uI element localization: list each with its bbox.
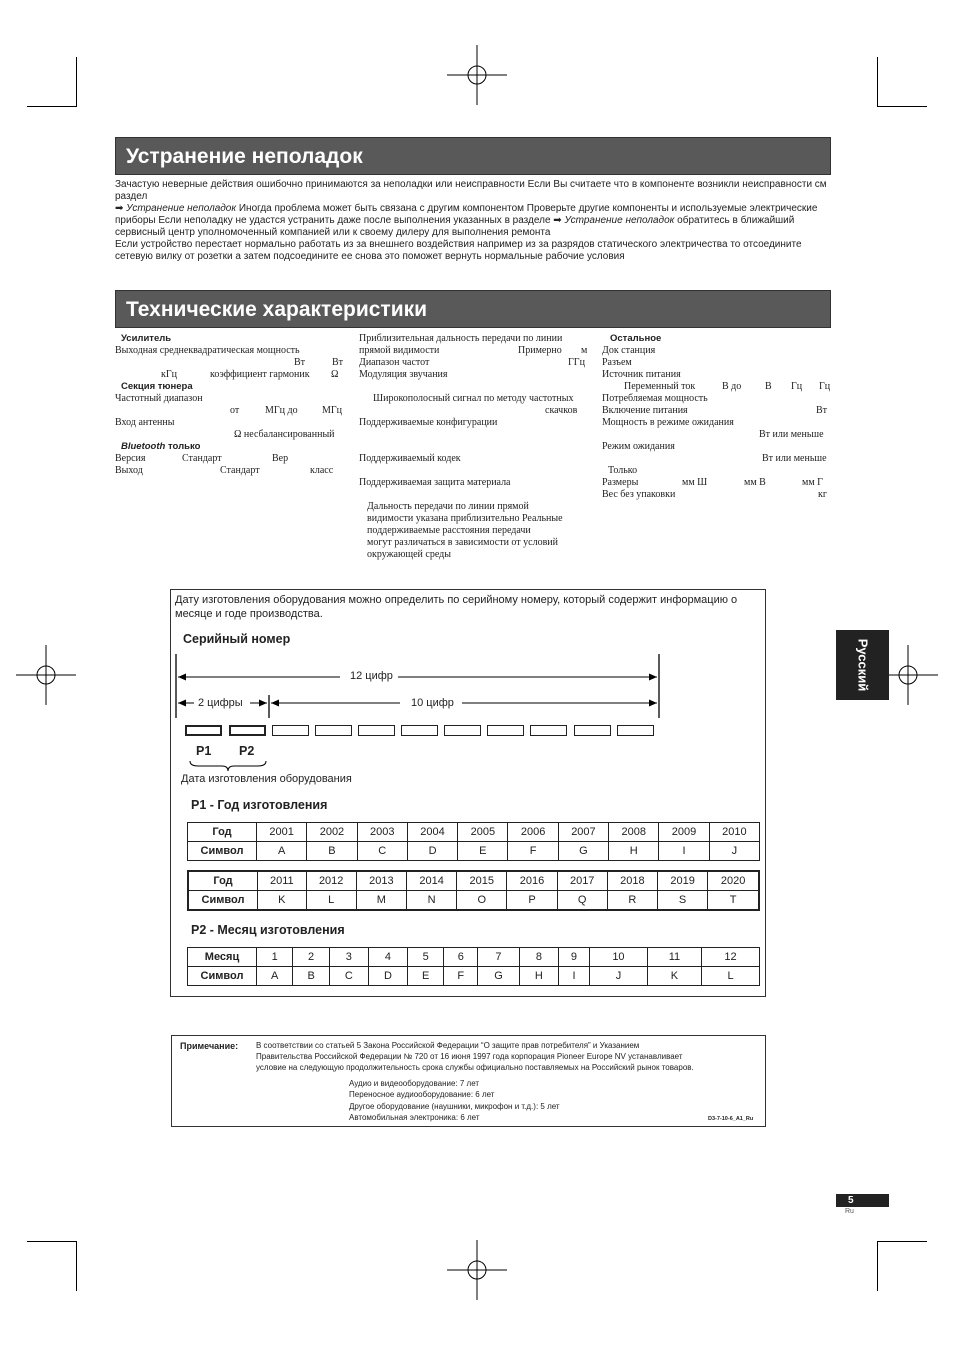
section-title-troubleshooting: Устранение неполадок xyxy=(115,137,831,175)
mfg-date-label: Дата изготовления оборудования xyxy=(181,773,352,785)
spec-unit: мм Ш xyxy=(682,477,708,488)
arrow-left-icon xyxy=(178,700,186,707)
spec-label: Выходная среднеквадратическая мощность xyxy=(115,345,300,356)
link-text: Устранение неполадок xyxy=(564,215,675,226)
digit-diagram xyxy=(170,640,670,730)
table-cell: G xyxy=(558,842,608,861)
digit-cell xyxy=(574,725,611,736)
table-header: Символ xyxy=(188,967,257,986)
table-cell: 3 xyxy=(329,948,368,967)
table-cell: 2012 xyxy=(306,871,356,891)
table-cell: D xyxy=(368,967,407,986)
digit-cell xyxy=(272,725,309,736)
table-cell: L xyxy=(702,967,760,986)
table-row xyxy=(188,891,759,911)
table-cell: 2003 xyxy=(357,823,407,842)
spec-label: Вход антенны xyxy=(115,417,175,428)
year-table-a xyxy=(187,822,760,861)
serial-intro: Дату изготовления оборудования можно определить по серийному номеру, который содержит информацию о месяце и годе производства. xyxy=(175,594,738,620)
spec-unit: ГГц xyxy=(568,357,585,368)
note-label: Примечание: xyxy=(180,1041,239,1051)
table-header: Символ xyxy=(188,842,257,861)
digit-cell xyxy=(530,725,567,736)
table-cell: E xyxy=(458,842,508,861)
crop-mark xyxy=(76,1241,77,1291)
year-table-b xyxy=(187,870,760,911)
spec-value: Примерно xyxy=(518,345,562,356)
spec-column-1 xyxy=(115,333,345,477)
spec-unit: кг xyxy=(818,489,827,500)
amp-header: Усилитель xyxy=(121,333,172,344)
spec-column-2 xyxy=(359,333,589,561)
crop-mark xyxy=(877,1241,927,1242)
table-cell: Q xyxy=(557,891,607,911)
spec-label: Выход xyxy=(115,465,143,476)
bluetooth-only: только xyxy=(167,441,201,452)
note-line: условие на следующую продолжительность срока службы официально поставляемых на Российский рынок товаров. xyxy=(256,1063,694,1072)
note-item: Автомобильная электроника: 6 лет xyxy=(349,1113,480,1122)
note-box xyxy=(171,1035,766,1127)
spec-value: Стандарт xyxy=(220,465,260,476)
table-cell: R xyxy=(607,891,657,911)
table-cell: B xyxy=(307,842,357,861)
note-item: Аудио и видеооборудование: 7 лет xyxy=(349,1079,480,1088)
table-cell: K xyxy=(647,967,701,986)
table-cell: 8 xyxy=(519,948,558,967)
table-cell: T xyxy=(708,891,759,911)
crop-mark xyxy=(877,1241,878,1291)
paragraph xyxy=(115,203,831,239)
spec-note: окружающей среды xyxy=(367,549,451,560)
spec-unit: МГц xyxy=(322,405,343,416)
table-cell: 10 xyxy=(590,948,648,967)
table-cell: 2004 xyxy=(407,823,457,842)
spec-unit: кГц xyxy=(161,369,177,380)
arrow-right-icon xyxy=(649,674,657,681)
table-cell: B xyxy=(293,967,329,986)
table-cell: 2016 xyxy=(507,871,557,891)
table-cell: 2015 xyxy=(457,871,507,891)
table-cell: 7 xyxy=(478,948,520,967)
table-row xyxy=(188,871,759,891)
p1-year-title: P1 - Год изготовления xyxy=(191,798,328,812)
table-header: Месяц xyxy=(188,948,257,967)
digit-cell xyxy=(444,725,481,736)
p1-label: P1 xyxy=(196,744,212,758)
spec-value: Вер xyxy=(272,453,289,464)
crop-mark xyxy=(27,106,77,107)
table-cell: L xyxy=(306,891,356,911)
spec-unit: Ω xyxy=(331,369,339,380)
table-cell: O xyxy=(457,891,507,911)
registration-mark-icon xyxy=(447,45,507,105)
spec-value: Широкополосный сигнал по методу частотных xyxy=(373,393,574,404)
spec-unit: В до xyxy=(722,381,742,392)
page-language: Ru xyxy=(845,1208,854,1215)
tuner-header: Секция тюнера xyxy=(121,381,193,392)
spec-unit: м xyxy=(581,345,588,356)
table-cell: 2019 xyxy=(658,871,708,891)
spec-unit: Гц xyxy=(819,381,831,392)
spec-note: поддерживаемые расстояния передачи xyxy=(367,525,531,536)
table-row xyxy=(188,823,760,842)
spec-label: Диапазон частот xyxy=(359,357,430,368)
table-cell: A xyxy=(257,967,293,986)
table-row xyxy=(188,842,760,861)
digit-cell xyxy=(617,725,654,736)
paragraph-text: обратитесь в ближайший сервисный центр уполномоченный компанией или к своему дилеру для выполнения ремонта xyxy=(115,215,795,238)
table-cell: C xyxy=(329,967,368,986)
table-cell: D xyxy=(407,842,457,861)
table-cell: 12 xyxy=(702,948,760,967)
paragraph: Если устройство перестает нормально работать из за внешнего воздействия например из за разрядов статического электричества то отсоедините сетевую вилку от розетки а затем подсоедините ее снова это поможет вернуть нормальные рабочие условия xyxy=(115,239,802,262)
spec-unit: Вт xyxy=(294,357,306,368)
spec-label: Включение питания xyxy=(602,405,688,416)
spec-label: Источник питания xyxy=(602,369,681,380)
table-cell: 5 xyxy=(407,948,443,967)
p2-label: P2 xyxy=(239,744,255,758)
table-cell: 2018 xyxy=(607,871,657,891)
table-cell: I xyxy=(659,842,709,861)
paragraph-text: Иногда проблема может быть связана с другим компонентом Проверьте другие компоненты и используемые электрические приборы Если неполадку не удастся устранить даже после выполнения указанных в разделе xyxy=(115,203,818,226)
spec-value: класс xyxy=(310,465,334,476)
spec-unit: Вт xyxy=(816,405,828,416)
spec-unit: В xyxy=(765,381,772,392)
table-cell: P xyxy=(507,891,557,911)
page-number: 5 xyxy=(836,1194,889,1207)
brace-icon xyxy=(188,760,268,772)
table-cell: J xyxy=(590,967,648,986)
spec-unit: Вт xyxy=(332,357,344,368)
digit-cell xyxy=(185,725,222,736)
table-cell: 9 xyxy=(558,948,589,967)
table-cell: S xyxy=(658,891,708,911)
table-cell: H xyxy=(519,967,558,986)
spec-unit: мм В xyxy=(744,477,766,488)
table-cell: K xyxy=(258,891,307,911)
table-cell: 2013 xyxy=(356,871,406,891)
table-cell: 11 xyxy=(647,948,701,967)
table-row xyxy=(188,948,760,967)
registration-mark-icon xyxy=(447,1240,507,1300)
crop-mark xyxy=(877,57,878,107)
table-cell: 2020 xyxy=(708,871,759,891)
spec-note: видимости указана приблизительно Реальные xyxy=(367,513,563,524)
note-item: Переносное аудиооборудование: 6 лет xyxy=(349,1090,495,1099)
table-cell: 2009 xyxy=(659,823,709,842)
digit-cell xyxy=(487,725,524,736)
spec-label: Разъем xyxy=(602,357,632,368)
note-code: D3-7-10-6_A1_Ru xyxy=(708,1116,754,1122)
table-cell: 2010 xyxy=(709,823,759,842)
table-header: Символ xyxy=(188,891,258,911)
arrow-icon: ➡ xyxy=(553,215,562,226)
spec-value: Стандарт xyxy=(182,453,222,464)
spec-unit: Гц xyxy=(791,381,803,392)
note-line: В соответствии со статьей 5 Закона Российской Федерации “О защите прав потребителя” и Указанием xyxy=(256,1041,640,1050)
digit-cell xyxy=(358,725,395,736)
table-cell: G xyxy=(478,967,520,986)
crop-mark xyxy=(877,106,927,107)
digits-12-label: 12 цифр xyxy=(350,670,393,682)
spec-label: Модуляция звучания xyxy=(359,369,448,380)
table-cell: 2008 xyxy=(609,823,659,842)
table-cell: 4 xyxy=(368,948,407,967)
spec-label: Потребляемая мощность xyxy=(602,393,708,404)
spec-label: Док станция xyxy=(602,345,656,356)
bluetooth-label: Bluetooth xyxy=(121,441,166,452)
spec-note: Дальность передачи по линии прямой xyxy=(367,501,529,512)
arrow-icon: ➡ xyxy=(115,203,124,214)
spec-value: Только xyxy=(608,465,638,476)
section-title-specifications: Технические характеристики xyxy=(115,290,831,328)
table-cell: M xyxy=(356,891,406,911)
table-row xyxy=(188,967,760,986)
spec-value: Переменный ток xyxy=(624,381,696,392)
table-cell: 6 xyxy=(444,948,478,967)
table-cell: E xyxy=(407,967,443,986)
table-header: Год xyxy=(188,823,257,842)
spec-label: Приблизительная дальность передачи по линии xyxy=(359,333,563,344)
arrow-left-icon xyxy=(271,700,279,707)
arrow-right-icon xyxy=(259,700,267,707)
spec-label: Режим ожидания xyxy=(602,441,675,452)
spec-unit: мм Г xyxy=(802,477,823,488)
p2-month-title: P2 - Месяц изготовления xyxy=(191,923,345,937)
spec-value: Ω несбалансированный xyxy=(234,429,335,440)
arrow-right-icon xyxy=(649,700,657,707)
spec-label: прямой видимости xyxy=(359,345,440,356)
spec-value: Вт или меньше xyxy=(762,453,827,464)
spec-unit: МГц до xyxy=(265,405,298,416)
spec-label: Вес без упаковки xyxy=(602,489,676,500)
spec-label: Размеры xyxy=(602,477,639,488)
spec-label: Поддерживаемая защита материала xyxy=(359,477,511,488)
table-cell: 2005 xyxy=(458,823,508,842)
table-cell: 2001 xyxy=(257,823,307,842)
spec-value: Вт или меньше xyxy=(759,429,824,440)
registration-mark-icon xyxy=(16,645,76,705)
crop-mark xyxy=(27,1241,77,1242)
spec-label: Мощность в режиме ожидания xyxy=(602,417,734,428)
spec-label: Поддерживаемый кодек xyxy=(359,453,461,464)
table-cell: 2002 xyxy=(307,823,357,842)
digit-cell xyxy=(315,725,352,736)
language-tab xyxy=(836,630,889,700)
digits-2-label: 2 цифры xyxy=(198,697,243,709)
month-table xyxy=(187,947,760,986)
table-cell: 2017 xyxy=(557,871,607,891)
link-text: Устранение неполадок xyxy=(126,203,237,214)
paragraph: Зачастую неверные действия ошибочно принимаются за неполадки или неисправности Если Вы считаете что в компоненте возникли неисправности см раздел xyxy=(115,179,827,202)
table-cell: J xyxy=(709,842,759,861)
table-cell: 1 xyxy=(257,948,293,967)
table-cell: 2011 xyxy=(258,871,307,891)
table-cell: C xyxy=(357,842,407,861)
spec-note: могут различаться в зависимости от условий xyxy=(367,537,559,548)
table-cell: 2006 xyxy=(508,823,558,842)
table-cell: H xyxy=(609,842,659,861)
spec-value: скачков xyxy=(545,405,578,416)
spec-label: Частотный диапазон xyxy=(115,393,203,404)
spec-unit: от xyxy=(230,405,240,416)
spec-column-3 xyxy=(602,333,832,501)
table-cell: 2007 xyxy=(558,823,608,842)
serial-number-title: Серийный номер xyxy=(183,632,291,646)
note-line: Правительства Российской Федерации № 720 от 16 июня 1997 года корпорация Pioneer Europe NV устанавливает xyxy=(256,1052,683,1061)
table-cell: F xyxy=(444,967,478,986)
table-cell: 2 xyxy=(293,948,329,967)
spec-label: Версия xyxy=(115,453,146,464)
other-header: Остальное xyxy=(610,333,662,344)
digit-cell xyxy=(401,725,438,736)
troubleshooting-text xyxy=(115,179,831,263)
note-item: Другое оборудование (наушники, микрофон и т.д.): 5 лет xyxy=(349,1102,560,1111)
table-cell: 2014 xyxy=(406,871,456,891)
arrow-left-icon xyxy=(178,674,186,681)
table-cell: A xyxy=(257,842,307,861)
language-label: Русский xyxy=(855,638,870,692)
digits-10-label: 10 цифр xyxy=(411,697,454,709)
spec-label: Поддерживаемые конфигурации xyxy=(359,417,498,428)
table-cell: F xyxy=(508,842,558,861)
spec-label: коэффициент гармоник xyxy=(210,369,310,380)
table-header: Год xyxy=(188,871,258,891)
table-cell: N xyxy=(406,891,456,911)
table-cell: I xyxy=(558,967,589,986)
digit-cell xyxy=(229,725,266,736)
crop-mark xyxy=(76,57,77,107)
